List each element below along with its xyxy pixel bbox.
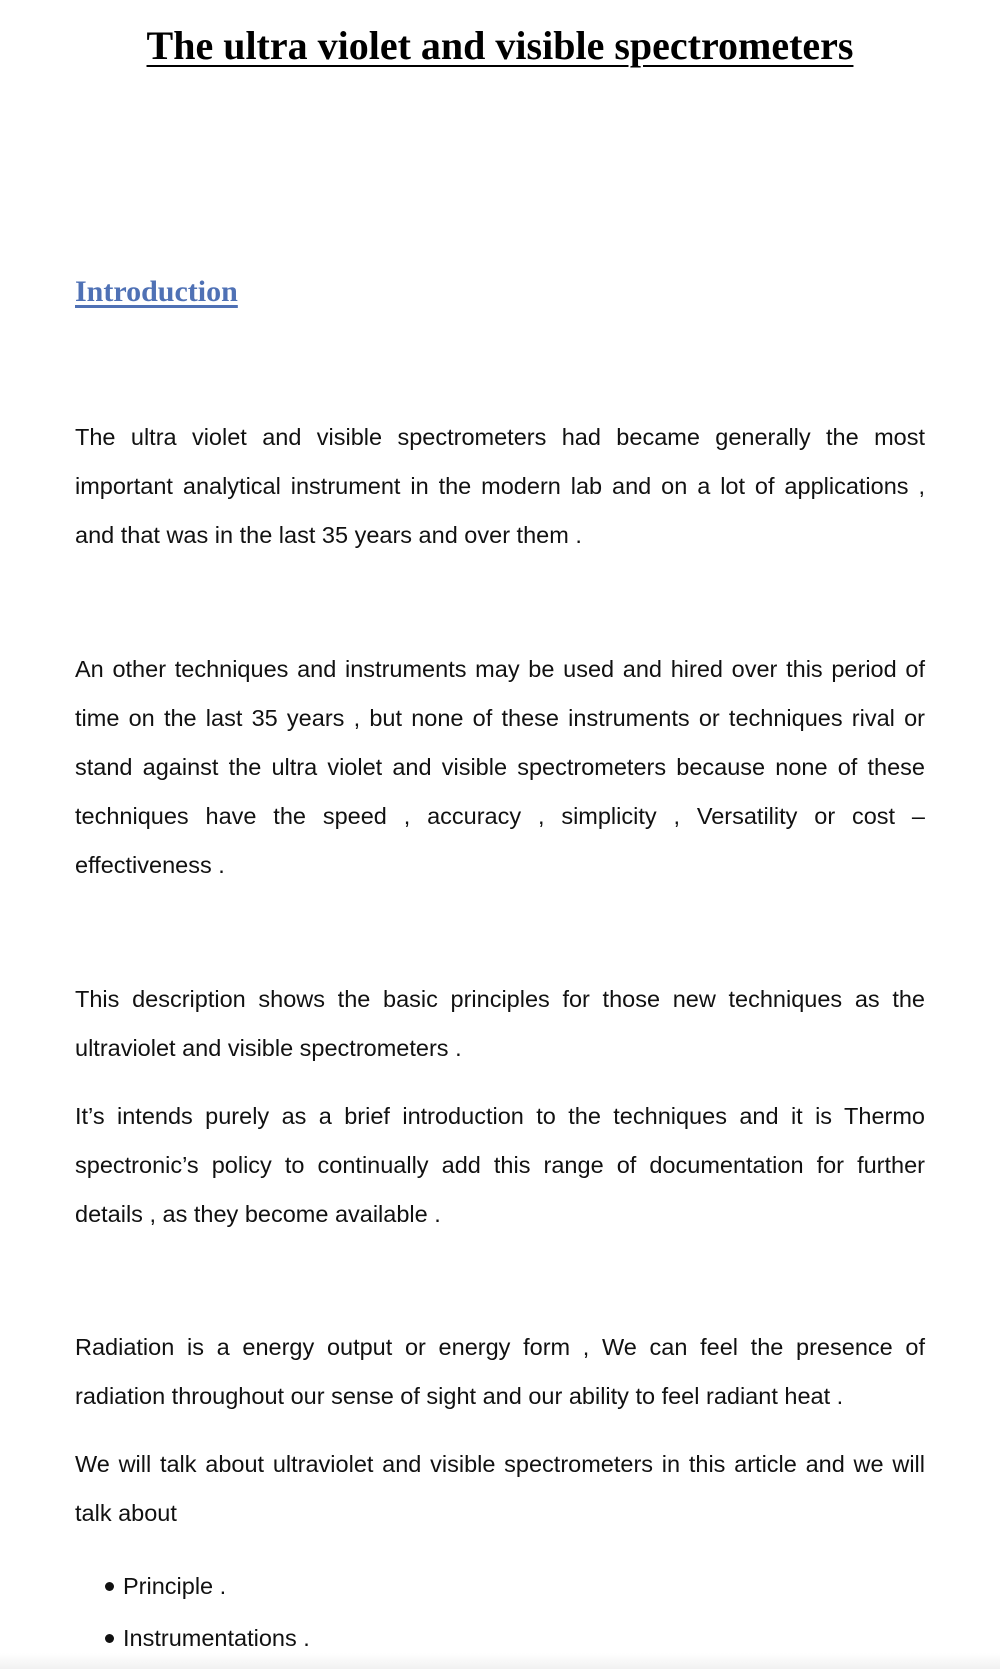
bullet-icon — [105, 1634, 114, 1643]
document-title — [0, 22, 1000, 69]
list-item — [105, 1560, 310, 1612]
page-bottom-edge — [0, 1653, 1000, 1669]
paragraph-2: An other techniques and instruments may be used and hired over this period of time on the last 35 years , but none of these instruments or techniques rival or stand against the ultra violet and visible spectrometers because none of these techniques have the speed , accuracy , simplicity , Versatility or cost – effectiveness . — [75, 656, 925, 878]
paragraph-6: We will talk about ultraviolet and visible spectrometers in this article and we will talk about — [75, 1451, 925, 1526]
bullet-icon — [105, 1582, 114, 1591]
list-item-label: Instrumentations . — [123, 1625, 310, 1651]
topic-bullet-list — [105, 1560, 310, 1664]
section-heading-introduction[interactable]: Introduction — [75, 275, 238, 308]
paragraph-4: It’s intends purely as a brief introduction to the techniques and it is Thermo spectronic’s policy to continually add this range of documentation for further details , as they become available . — [75, 1103, 925, 1227]
paragraph-1: The ultra violet and visible spectrometers had became generally the most important analytical instrument in the modern lab and on a lot of applications , and that was in the last 35 years and over them . — [75, 424, 925, 548]
list-item-label: Principle . — [123, 1573, 227, 1599]
paragraph-3: This description shows the basic principles for those new techniques as the ultraviolet and visible spectrometers . — [75, 986, 925, 1061]
document-title-text: The ultra violet and visible spectrometers — [146, 23, 854, 68]
paragraph-5: Radiation is a energy output or energy form , We can feel the presence of radiation throughout our sense of sight and our ability to feel radiant heat . — [75, 1334, 925, 1409]
